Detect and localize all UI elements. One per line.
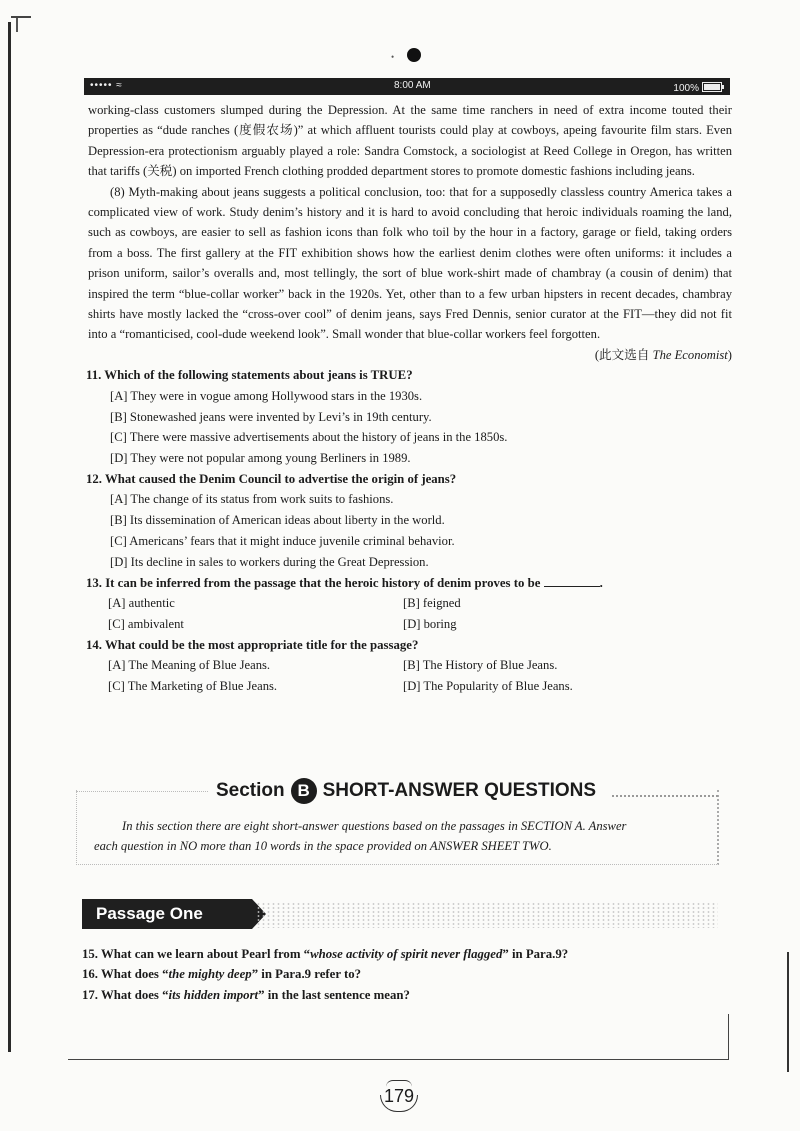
scan-right-edge (787, 952, 789, 1072)
page-bottom-rule (68, 1059, 729, 1060)
option-b[interactable]: [B] Its dissemination of American ideas about liberty in the world. (110, 513, 445, 528)
source-citation: (此文选自 The Economist) (594, 347, 732, 362)
question-text: What caused the Denim Council to advertise the origin of jeans? (104, 471, 457, 486)
source-title: The Economist (652, 347, 728, 362)
question-text: Which of the following statements about jeans is TRUE? (104, 368, 413, 383)
question-13: 13. It can be inferred from the passage that the heroic history of denim proves to be . [A] authentic [B] feigned [C] ambivalent [D] boring (86, 573, 732, 635)
battery-icon (702, 82, 722, 92)
question-12 (86, 469, 732, 573)
section-title: SHORT-ANSWER QUESTIONS (322, 780, 597, 801)
option-c[interactable]: [C] The Marketing of Blue Jeans. (108, 679, 278, 694)
scan-binding-edge (8, 22, 11, 1052)
question-16: 16. What does “the mighty deep” in Para.9 refer to? (82, 967, 362, 982)
question-number: 12. (86, 471, 102, 486)
question-text: It can be inferred from the passage that the heroic history of denim proves to be (105, 575, 541, 590)
section-letter-badge: B (291, 778, 317, 804)
question-11 (86, 365, 732, 469)
page-bottom-rule (728, 1014, 729, 1060)
option-b[interactable]: [B] The History of Blue Jeans. (403, 658, 558, 673)
option-d[interactable]: [D] boring (403, 616, 457, 631)
option-c[interactable]: [C] There were massive advertisements about the history of jeans in the 1850s. (110, 430, 508, 445)
option-a[interactable]: [A] The Meaning of Blue Jeans. (108, 658, 271, 673)
scan-binding-mark (16, 18, 18, 32)
option-c[interactable]: [C] ambivalent (108, 616, 184, 631)
section-b-header (216, 776, 596, 806)
page-content (88, 100, 732, 697)
question-number: 13. (86, 575, 102, 590)
question-17: 17. What does “its hidden import” in the last sentence mean? (82, 987, 410, 1002)
scan-binding-mark (11, 16, 31, 18)
page-number: 179 (374, 1078, 424, 1114)
camera-dot-icon: • (391, 52, 395, 62)
question-text: What could be the most appropriate title for the passage? (104, 637, 419, 652)
camera-icon (407, 48, 421, 62)
question-number: 14. (86, 637, 102, 652)
section-label: Section (216, 780, 285, 801)
passage-one-tab: Passage One (82, 899, 252, 929)
status-bar (84, 78, 730, 95)
question-15: 15. What can we learn about Pearl from “whose activity of spirit never flagged” in Para.9? (82, 947, 569, 961)
option-d[interactable]: [D] The Popularity of Blue Jeans. (403, 679, 573, 694)
status-time: 8:00 AM (394, 80, 431, 91)
signal-icon: ••••• ≈ (90, 80, 123, 91)
question-number: 11. (86, 368, 102, 383)
option-d[interactable]: [D] They were not popular among young Berliners in 1989. (110, 451, 411, 466)
section-instructions: In this section there are eight short-answer questions based on the passages in SECTION A. Answer each question in NO more than 10 words in the space provided on ANSWER SHEET TWO. (94, 819, 627, 853)
option-b[interactable]: [B] feigned (403, 596, 461, 611)
option-a[interactable]: [A] authentic (108, 596, 175, 611)
passage-one-questions (82, 944, 732, 1005)
battery-percent: 100% (673, 83, 699, 94)
option-a[interactable]: [A] They were in vogue among Hollywood stars in the 1930s. (110, 388, 423, 403)
answer-blank (544, 574, 600, 587)
option-a[interactable]: [A] The change of its status from work suits to fashions. (110, 492, 394, 507)
question-14 (86, 635, 732, 697)
paragraph-8: (8) Myth-making about jeans suggests a political conclusion, too: that for a supposedly classless country America takes a complicated view of work. Study denim’s history and it is hard to avoid concluding that heroic individuals roaming the land, such as cowboys, are easier to sell as fashion icons than folk who toil by the hour in a factory, garage or field, taking orders from a boss. The first gallery at the FIT exhibition shows how the earliest denim clothes were often uniforms: it includes a prison uniform, sailor’s overalls and, most tellingly, the sort of blue work-shirt made of chambray (a cousin of denim) that inspired the term “blue-collar worker” back in the 1920s. Yet, other than to a few urban hipsters in recent decades, chambray shirts have mostly lacked the “cross-over cool” of denim jeans, says Fred Dennis, senior curator at the FIT—they did not fit into a “romanticised, cool-dude weekend look”. Small wonder that blue-collar workers feel forgotten. (88, 184, 732, 342)
battery-indicator (673, 82, 722, 94)
paragraph-7-continued: working-class customers slumped during the Depression. At the same time ranchers in need of extra income touted their properties as “dude ranches (度假农场)” at which affluent tourists could play at cowboys, apeing favourite film stars. Even Depression-era protectionism arguably played a role: Sandra Comstock, a sociologist at Reed College in Oregon, has written that tariffs (关税) on imported French clothing prodded department stores to promote domestic fashions including jeans. (88, 103, 732, 179)
section-divider (76, 791, 208, 792)
decorative-texture (256, 902, 718, 928)
option-b[interactable]: [B] Stonewashed jeans were invented by Levi’s in 19th century. (110, 409, 432, 424)
section-divider (612, 795, 718, 797)
option-d[interactable]: [D] Its decline in sales to workers during the Great Depression. (110, 554, 429, 569)
option-c[interactable]: [C] Americans’ fears that it might induce juvenile criminal behavior. (110, 534, 455, 549)
